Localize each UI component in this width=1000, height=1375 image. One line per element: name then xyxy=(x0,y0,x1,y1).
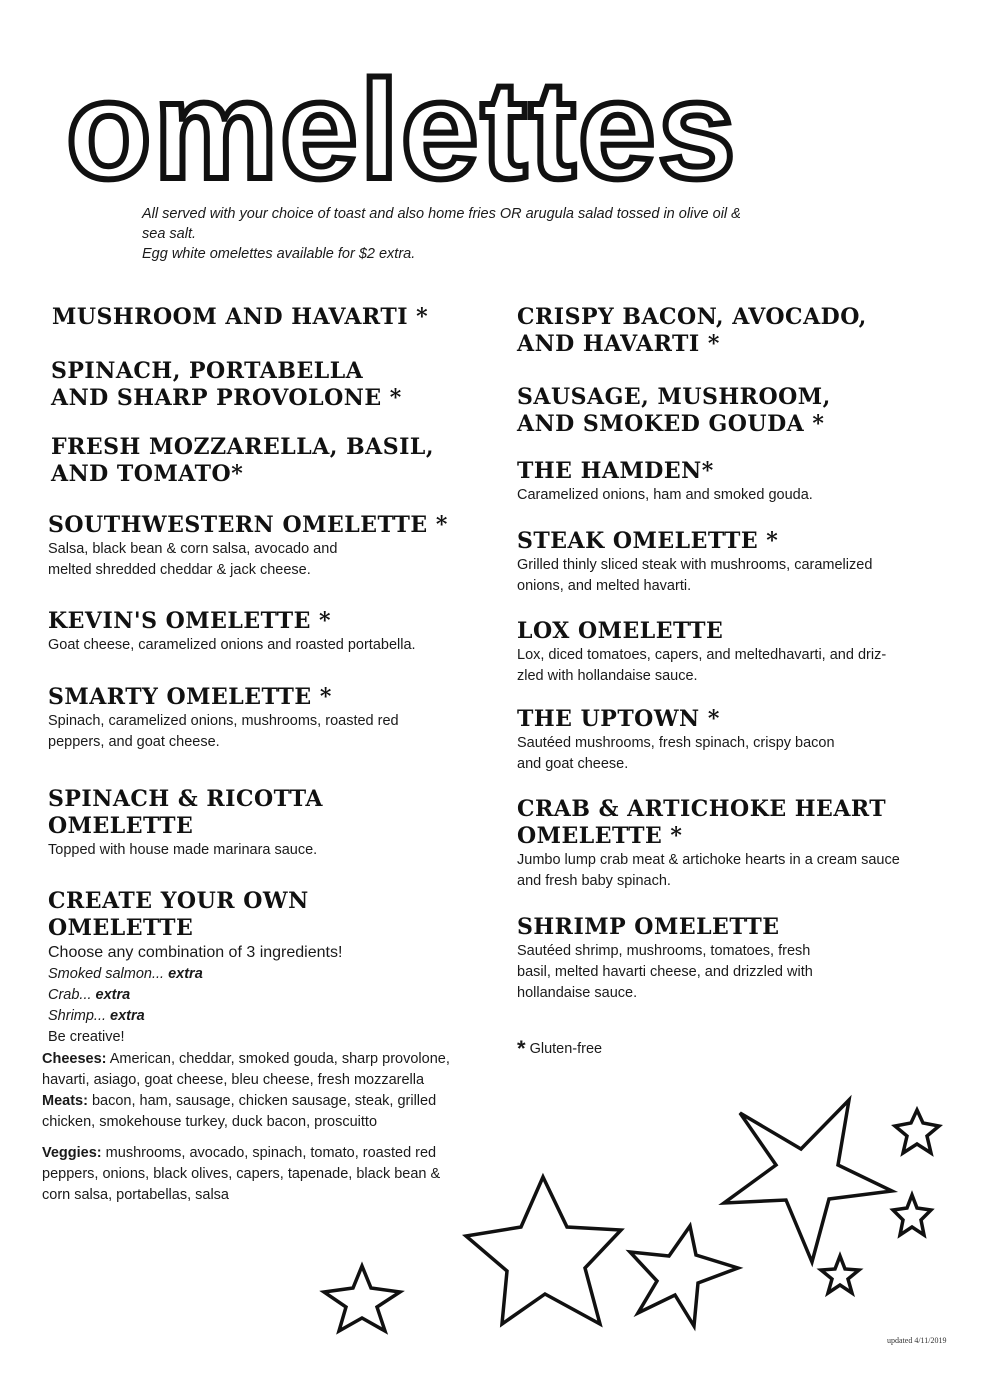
item-description: Salsa, black bean & corn salsa, avocado and melted shredded cheddar & jack cheese. xyxy=(48,541,338,578)
menu-item xyxy=(51,358,471,412)
menu-item xyxy=(517,914,957,1004)
create-details xyxy=(48,942,468,1048)
meats-label: Meats: xyxy=(42,1093,88,1109)
item-description: Topped with house made marinara sauce. xyxy=(48,842,318,858)
item-name: CRISPY BACON, AVOCADO, AND HAVARTI * xyxy=(517,304,867,357)
item-description: Jumbo lump crab meat & artichoke hearts in a cream sauce and fresh baby spinach. xyxy=(517,852,900,889)
item-description: Spinach, caramelized onions, mushrooms, roasted red peppers, and goat cheese. xyxy=(48,713,399,750)
extra-label: extra xyxy=(110,1008,145,1024)
item-name: SPINACH, PORTABELLA AND SHARP PROVOLONE * xyxy=(51,358,402,411)
menu-item xyxy=(51,434,471,488)
intro-line: All served with your choice of toast and also home fries OR arugula salad tossed in olive oil & xyxy=(142,206,741,222)
menu-item xyxy=(52,304,472,331)
star-icon xyxy=(821,1256,859,1293)
menu-item xyxy=(517,618,957,687)
item-name: MUSHROOM AND HAVARTI * xyxy=(52,304,429,330)
item-name: SAUSAGE, MUSHROOM, AND SMOKED GOUDA * xyxy=(517,384,831,437)
create-choose-text: Choose any combination of 3 ingredients! xyxy=(48,944,343,961)
updated-date: updated 4/11/2019 xyxy=(887,1336,947,1345)
item-name: SHRIMP OMELETTE xyxy=(517,914,780,940)
item-description: Grilled thinly sliced steak with mushrooms, caramelized onions, and melted havarti. xyxy=(517,557,873,594)
star-icon xyxy=(724,1100,892,1262)
cheeses-label: Cheeses: xyxy=(42,1051,107,1067)
cheeses-text: American, cheddar, smoked gouda, sharp provolone, havarti, asiago, goat cheese, bleu cheese, fresh mozzarella xyxy=(42,1051,450,1088)
item-description: Sautéed mushrooms, fresh spinach, crispy bacon and goat cheese. xyxy=(517,735,835,772)
star-icon xyxy=(630,1226,738,1326)
item-name: SOUTHWESTERN OMELETTE * xyxy=(48,512,448,538)
menu-item xyxy=(48,684,468,753)
extra-label: extra xyxy=(95,987,131,1003)
item-name: CRAB & ARTICHOKE HEART OMELETTE * xyxy=(517,796,887,849)
menu-item xyxy=(517,458,957,506)
veggies-text: mushrooms, avocado, spinach, tomato, roasted red peppers, onions, black olives, capers, tapenade, black bean & corn salsa, portabellas, salsa xyxy=(42,1145,441,1203)
item-name: CREATE YOUR OWN OMELETTE xyxy=(48,888,309,941)
menu-item xyxy=(48,786,468,861)
item-description: Goat cheese, caramelized onions and roasted portabella. xyxy=(48,637,416,653)
menu-item xyxy=(48,512,468,581)
menu-item xyxy=(48,608,468,656)
item-name: THE UPTOWN * xyxy=(517,706,720,732)
veggies-list xyxy=(42,1143,468,1206)
gluten-free-note xyxy=(517,1038,602,1060)
item-name: THE HAMDEN* xyxy=(517,458,714,484)
ingredient-lists xyxy=(42,1049,468,1206)
item-name: FRESH MOZZARELLA, BASIL, AND TOMATO* xyxy=(51,434,435,487)
extra-item: Crab... xyxy=(48,987,92,1003)
create-extra-line xyxy=(48,1006,468,1027)
item-name: SMARTY OMELETTE * xyxy=(48,684,332,710)
meats-text: bacon, ham, sausage, chicken sausage, steak, grilled chicken, smokehouse turkey, duck bacon, proscuitto xyxy=(42,1093,437,1130)
create-creative-text: Be creative! xyxy=(48,1029,125,1045)
page-title: omelettes xyxy=(66,51,738,208)
star-icon xyxy=(466,1177,621,1324)
create-extra-line xyxy=(48,964,468,985)
item-name: SPINACH & RICOTTA OMELETTE xyxy=(48,786,323,839)
extra-label: extra xyxy=(168,966,203,982)
extra-item: Smoked salmon... xyxy=(48,966,165,982)
star-icon xyxy=(895,1110,939,1153)
star-icon xyxy=(324,1266,400,1331)
item-description: Lox, diced tomatoes, capers, and meltedhavarti, and driz- zled with hollandaise sauce. xyxy=(517,647,887,684)
menu-item xyxy=(517,384,957,438)
meats-list xyxy=(42,1091,468,1133)
menu-item xyxy=(517,304,957,358)
create-extra-line xyxy=(48,985,468,1006)
item-name: STEAK OMELETTE * xyxy=(517,528,779,554)
item-name: KEVIN'S OMELETTE * xyxy=(48,608,332,634)
intro-line: Egg white omelettes available for $2 extra. xyxy=(142,246,416,262)
menu-item xyxy=(517,528,957,597)
menu-item-create-your-own xyxy=(48,888,468,1048)
gluten-free-star-icon: * xyxy=(517,1036,526,1061)
star-icon xyxy=(893,1195,931,1235)
item-name: LOX OMELETTE xyxy=(517,618,724,644)
menu-item xyxy=(517,706,957,775)
intro-text xyxy=(142,204,862,264)
cheeses-list xyxy=(42,1049,468,1091)
item-description: Sautéed shrimp, mushrooms, tomatoes, fresh basil, melted havarti cheese, and drizzled with hollandaise sauce. xyxy=(517,943,813,1001)
item-description: Caramelized onions, ham and smoked gouda. xyxy=(517,487,813,503)
intro-line: sea salt. xyxy=(142,226,196,242)
extra-item: Shrimp... xyxy=(48,1008,107,1024)
gluten-free-text: Gluten-free xyxy=(529,1041,603,1057)
menu-item xyxy=(517,796,957,892)
veggies-label: Veggies: xyxy=(42,1145,102,1161)
